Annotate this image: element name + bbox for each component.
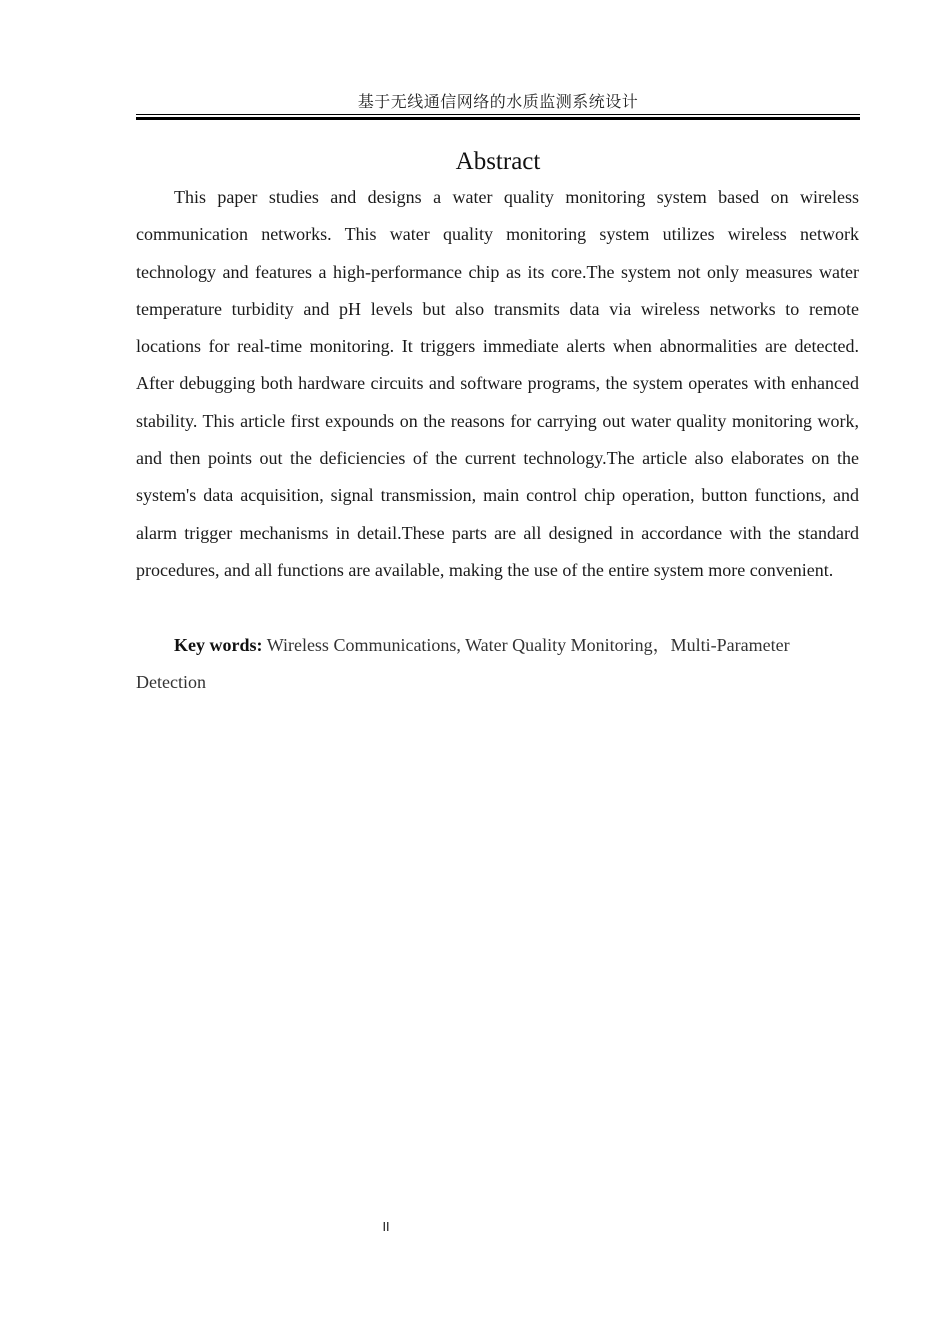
running-header: 基于无线通信网络的水质监测系统设计	[357, 92, 639, 111]
header-rule-thin	[136, 114, 860, 115]
keywords-label: Key words:	[174, 635, 263, 655]
keywords-text: Wireless Communications, Water Quality Monitoring，Multi-Parameter Detection	[136, 635, 790, 693]
keywords-paragraph	[136, 627, 859, 702]
page-number: II	[382, 1220, 390, 1234]
abstract-body: This paper studies and designs a water quality monitoring system based on wireless communication networks. This water quality monitoring system utilizes wireless network technology and features a high-performance chip as its core.The system not only measures water temperature turbidity and pH levels but also transmits data via wireless networks to remote locations for real-time monitoring. It triggers immediate alerts when abnormalities are detected. After debugging both hardware circuits and software programs, the system operates with enhanced stability. This article first expounds on the reasons for carrying out water quality monitoring work, and then points out the deficiencies of the current technology.The article also elaborates on the system's data acquisition, signal transmission, main control chip operation, button functions, and alarm trigger mechanisms in detail.These parts are all designed in accordance with the standard procedures, and all functions are available, making the use of the entire system more convenient.	[136, 187, 859, 580]
header-rule-thick	[136, 117, 860, 120]
abstract-title: Abstract	[455, 148, 541, 175]
